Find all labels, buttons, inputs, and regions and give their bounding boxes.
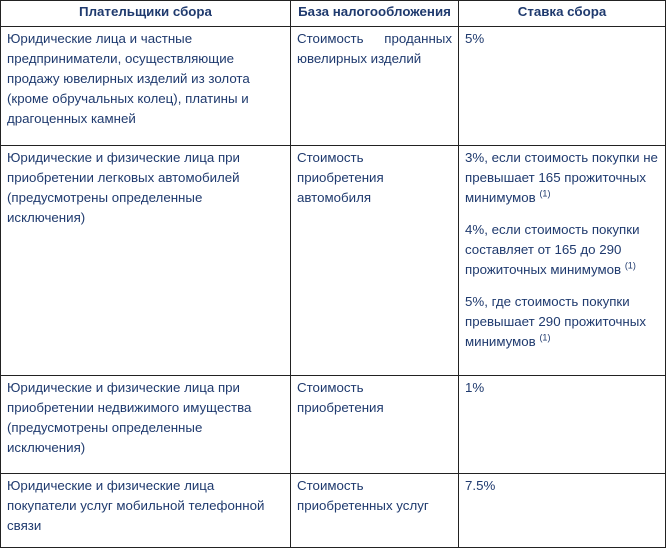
table-row [1, 27, 666, 146]
tax-base-cell [291, 27, 459, 146]
header-payers: Плательщики сбора [1, 1, 291, 27]
rate-condition-text: 4%, если стоимость покупки составляет от 165 до 290 прожиточных минимумов [465, 222, 640, 277]
rate-cell: 5% [459, 27, 666, 146]
rate-cell: 1% [459, 376, 666, 474]
header-rate: Ставка сбора [459, 1, 666, 27]
header-row [1, 1, 666, 27]
footnote-marker: (1) [539, 332, 551, 343]
tax-base-cell [291, 474, 459, 548]
tax-base-line: Стоимость [297, 478, 364, 493]
tax-base-cell: Стоимость приобретения автомобиля [291, 146, 459, 376]
rate-condition-text: 5%, где стоимость покупки превышает 290 прожиточных минимумов [465, 294, 646, 349]
rate-condition [465, 220, 659, 280]
table-row [1, 376, 666, 474]
table-row [1, 146, 666, 376]
payers-cell: Юридические лица и частные предприниматели, осуществляющие продажу ювелирных изделий из золота (кроме обручальных колец), платины и драгоценных камней [1, 27, 291, 146]
tax-base-line: приобретенных услуг [297, 498, 429, 513]
header-tax-base: База налогообложения [291, 1, 459, 27]
table-row [1, 474, 666, 548]
rate-condition [465, 292, 659, 352]
payers-cell: Юридические и физические лица покупатели услуг мобильной телефонной связи [1, 474, 291, 548]
rate-condition [465, 148, 659, 208]
tax-base-line: ювелирных изделий [297, 51, 422, 66]
tax-base-cell: Стоимость приобретения [291, 376, 459, 474]
rate-condition-text: 3%, если стоимость покупки не превышает 165 прожиточных минимумов [465, 150, 658, 205]
payers-cell: Юридические и физические лица при приобретении недвижимого имущества (предусмотрены определенные исключения) [1, 376, 291, 474]
footnote-marker: (1) [539, 188, 551, 199]
payers-cell: Юридические и физические лица при приобретении легковых автомобилей (предусмотрены определенные исключения) [1, 146, 291, 376]
rate-cell [459, 146, 666, 376]
footnote-marker: (1) [624, 260, 636, 271]
rate-cell: 7.5% [459, 474, 666, 548]
tax-base-line: Стоимость проданных [297, 31, 452, 46]
